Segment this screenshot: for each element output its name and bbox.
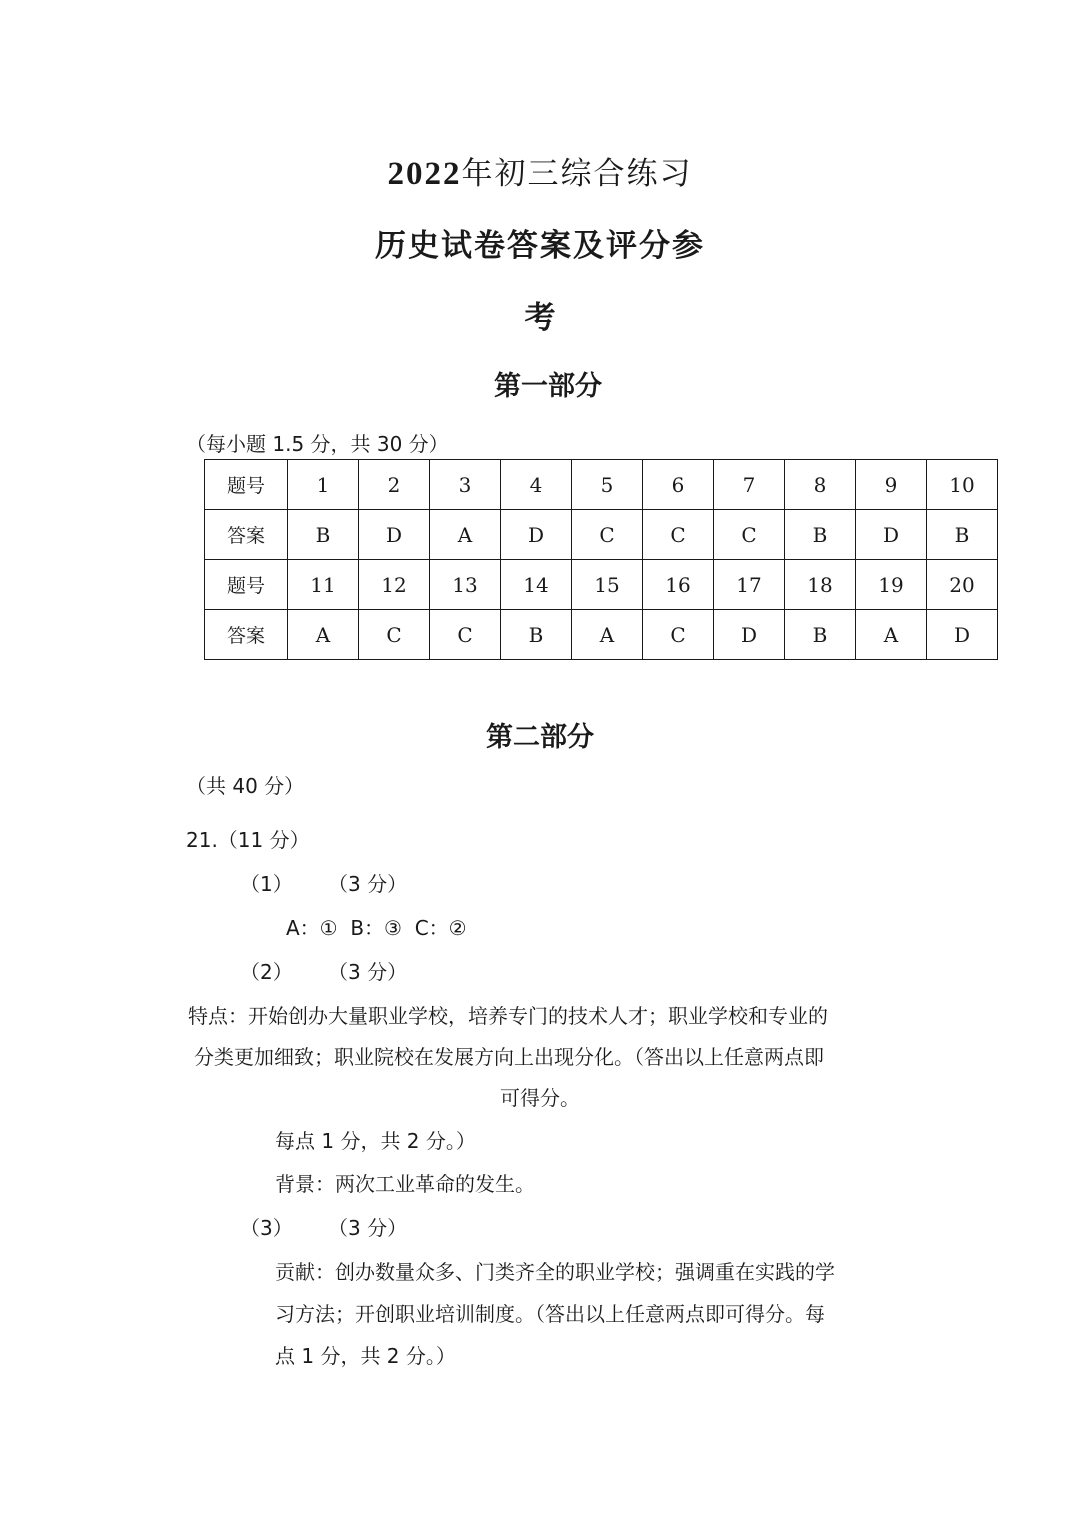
- exam-title: [0, 148, 1080, 193]
- q21-sub3-line3: 点 1 分，共 2 分。）: [275, 1344, 456, 1368]
- answer-cell: B: [785, 510, 856, 560]
- q21-sub2-background: 背景：两次工业革命的发生。: [275, 1172, 535, 1196]
- part2-heading: 第二部分: [486, 722, 594, 753]
- question-number: 16: [643, 560, 714, 610]
- question-number: 9: [856, 460, 927, 510]
- part2-note: （共 40 分）: [186, 774, 305, 798]
- answer-cell: D: [927, 610, 998, 660]
- question-number: 2: [359, 460, 430, 510]
- question-number: 4: [501, 460, 572, 510]
- answer-cell: A: [430, 510, 501, 560]
- question-number: 6: [643, 460, 714, 510]
- q21-sub3-line1: 贡献：创办数量众多、门类齐全的职业学校；强调重在实践的学: [275, 1260, 835, 1284]
- exam-title-suffix: 年初三综合练习: [461, 156, 693, 192]
- q21-sub3-score: （3 分）: [328, 1216, 408, 1240]
- exam-subtitle-line2: 考: [524, 300, 556, 336]
- q21-sub1-label: （1）: [240, 872, 293, 896]
- question-number: 10: [927, 460, 998, 510]
- q21-sub2-trait-line2: 分类更加细致；职业院校在发展方向上出现分化。（答出以上任意两点即: [194, 1045, 824, 1069]
- q21-sub3-line2: 习方法；开创职业培训制度。（答出以上任意两点即可得分。每: [275, 1302, 825, 1326]
- table-row: [205, 610, 998, 660]
- answer-cell: D: [714, 610, 785, 660]
- row-label-number: 题号: [205, 460, 288, 510]
- table-row: [205, 510, 998, 560]
- q21-title: 21.（11 分）: [186, 828, 310, 852]
- answer-cell: C: [430, 610, 501, 660]
- exam-subtitle-line1: 历史试卷答案及评分参: [375, 228, 705, 264]
- question-number: 11: [288, 560, 359, 610]
- answer-cell: C: [643, 510, 714, 560]
- answer-cell: C: [359, 610, 430, 660]
- question-number: 5: [572, 460, 643, 510]
- question-number: 18: [785, 560, 856, 610]
- exam-year: 2022: [387, 156, 462, 192]
- answer-cell: A: [288, 610, 359, 660]
- part1-heading: 第一部分: [494, 371, 602, 402]
- answer-cell: A: [572, 610, 643, 660]
- question-number: 3: [430, 460, 501, 510]
- question-number: 15: [572, 560, 643, 610]
- part1-note: （每小题 1.5 分，共 30 分）: [186, 432, 449, 456]
- q21-sub3-label: （3）: [240, 1216, 293, 1240]
- question-number: 14: [501, 560, 572, 610]
- answer-cell: C: [643, 610, 714, 660]
- question-number: 19: [856, 560, 927, 610]
- answer-table: [204, 459, 998, 660]
- answer-cell: C: [572, 510, 643, 560]
- q21-sub1-score: （3 分）: [328, 872, 408, 896]
- question-number: 12: [359, 560, 430, 610]
- q21-sub2-trait-line1: 特点：开始创办大量职业学校，培养专门的技术人才；职业学校和专业的: [188, 1004, 828, 1028]
- question-number: 8: [785, 460, 856, 510]
- question-number: 13: [430, 560, 501, 610]
- question-number: 7: [714, 460, 785, 510]
- answer-cell: A: [856, 610, 927, 660]
- answer-cell: B: [288, 510, 359, 560]
- row-label-answer: 答案: [205, 510, 288, 560]
- table-row: [205, 460, 998, 510]
- table-row: [205, 560, 998, 610]
- q21-sub2-score: （3 分）: [328, 960, 408, 984]
- answer-cell: C: [714, 510, 785, 560]
- question-number: 17: [714, 560, 785, 610]
- answer-cell: D: [856, 510, 927, 560]
- answer-cell: D: [501, 510, 572, 560]
- answer-cell: B: [927, 510, 998, 560]
- row-label-answer: 答案: [205, 610, 288, 660]
- q21-sub2-label: （2）: [240, 960, 293, 984]
- question-number: 20: [927, 560, 998, 610]
- q21-sub1-answer: A：① B：③ C：②: [286, 916, 467, 940]
- q21-sub2-trait-line3: 可得分。: [500, 1086, 580, 1110]
- q21-sub2-scoring: 每点 1 分，共 2 分。）: [275, 1129, 476, 1153]
- answer-cell: D: [359, 510, 430, 560]
- answer-cell: B: [785, 610, 856, 660]
- question-number: 1: [288, 460, 359, 510]
- answer-cell: B: [501, 610, 572, 660]
- row-label-number: 题号: [205, 560, 288, 610]
